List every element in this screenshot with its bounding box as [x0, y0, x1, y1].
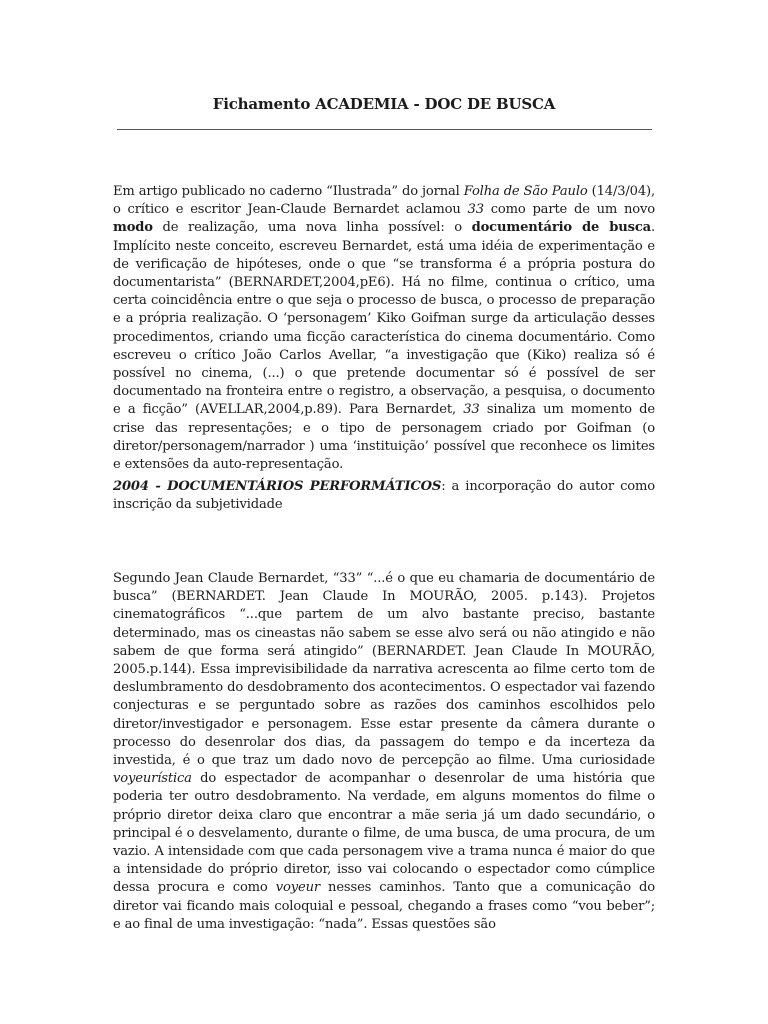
section-heading-paragraph: 2004 - DOCUMENTÁRIOS PERFORMÁTICOS: a incorporação do autor como inscrição da subjetividade [113, 479, 655, 513]
title-divider [117, 129, 652, 130]
document-title: Fichamento ACADEMIA - DOC DE BUSCA [212, 95, 556, 113]
paragraph-body: Segundo Jean Claude Bernardet, “33” “...é o que eu chamaria de documentário de busca” (BERNARDET. Jean Claude In MOURÃO, 2005. p.143). Projetos cinematográficos “...que partem de um alvo bastante preciso, bastante determinado, mas os cineastas não sabem se esse alvo será ou não atingido e não sabem de que forma será atingido” (BERNARDET. Jean Claude In MOURÃO, 2005.p.144). Essa imprevisibilidade da narrativa acrescenta ao filme certo tom de deslumbramento do desdobramento dos acontecimentos. O espectador vai fazendo conjecturas e se perguntado sobre as razões dos caminhos escolhidos pelo diretor/investigador e personagem. Esse estar presente da câmera durante o processo do desenrolar dos dias, da passagem do tempo e da incerteza da investida, é o que traz um dado novo de percepção ao filme. Uma curiosidade voyeurística do espectador de acompanhar o desenrolar de uma história que poderia ter outro desdobramento. Na verdade, em alguns momentos do filme o próprio diretor deixa claro que encontrar a mãe seria já um dado secundário, o principal é o desvelamento, durante o filme, de uma busca, de uma procura, de um vazio. A intensidade com que cada personagem vive a trama nunca é maior do que a intensidade do próprio diretor, isso vai colocando o espectador como cúmplice dessa procura e como voyeur nesses caminhos. Tanto que a comunicação do diretor vai ficando mais coloquial e pessoal, chegando a frases como “vou beber”; e ao final de uma investigação: “nada”. Essas questões são [113, 571, 655, 932]
emphasis-modo: modo [113, 220, 153, 236]
film-title: 33 [463, 402, 480, 418]
emphasis-documentario-de-busca: documentário de busca [471, 220, 651, 236]
emphasis-voyeur: voyeur [275, 880, 320, 896]
film-title: 33 [467, 202, 484, 218]
paragraph-intro: Em artigo publicado no caderno “Ilustrada” do jornal Folha de São Paulo (14/3/04), o crítico e escritor Jean-Claude Bernardet aclamou 33 como parte de um novo modo de realização, uma nova linha possível: o documentário de busca. Implícito neste conceito, escreveu Bernardet, está uma idéia de experimentação e de verificação de hipóteses, onde o que “se transforma é a própria postura do documentarista” (BERNARDET,2004,pE6). Há no filme, continua o crítico, uma certa coincidência entre o que seja o processo de busca, o processo de preparação e a própria realização. O ‘personagem’ Kiko Goifman surge da articulação desses procedimentos, criando uma ficção característica do cinema documentário. Como escreveu o crítico João Carlos Avellar, “a investigação que (Kiko) realiza só é possível no cinema, (...) o que pretende documentar só é possível de ser documentado na fronteira entre o registro, a observação, a pesquisa, o documento e a ficção” (AVELLAR,2004,p.89). Para Bernardet, 33 sinaliza um momento de crise das representações; e o tipo de personagem criado por Goifman (o diretor/personagem/narrador ) uma ‘instituição’ possível que reconhece os limites e extensões da auto-representação. [113, 184, 656, 473]
newspaper-name: Folha de São Paulo [463, 184, 588, 199]
section-heading: 2004 - DOCUMENTÁRIOS PERFORMÁTICOS [113, 479, 442, 494]
emphasis-voyeuristica: voyeurística [113, 771, 192, 787]
